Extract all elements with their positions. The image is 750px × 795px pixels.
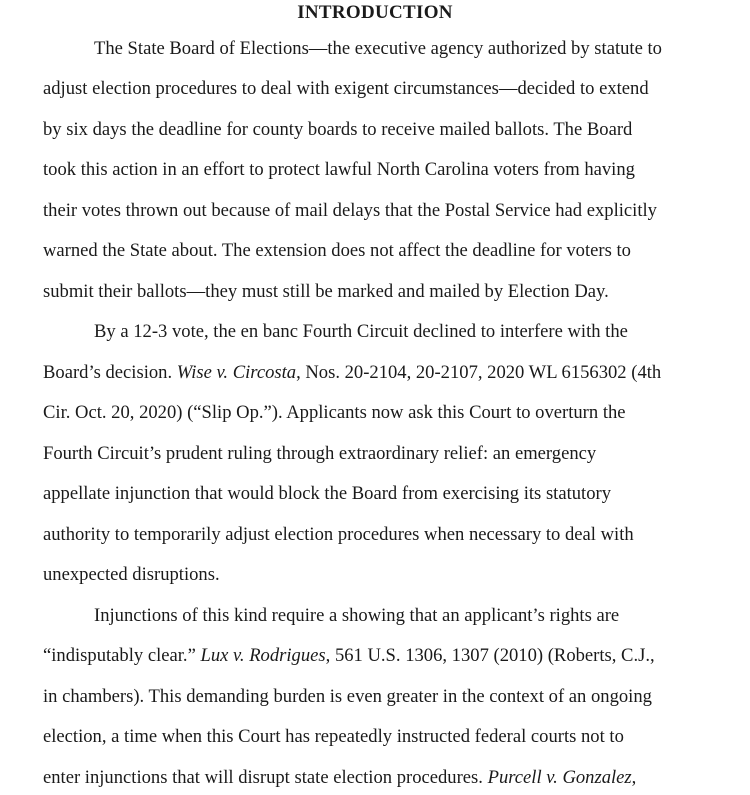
case-citation-purcell: Purcell v. Gonzalez: [487, 767, 632, 788]
paragraph-3-line-2-citation: , 561 U.S. 1306, 1307 (2010) (Roberts, C.J.,: [325, 645, 655, 666]
paragraph-3-line-5-text: enter injunctions that will disrupt state election procedures.: [43, 767, 488, 788]
case-citation-lux: Lux v. Rodrigues: [200, 645, 326, 666]
paragraph-3-line-5: [43, 767, 723, 789]
case-citation-wise: Wise v. Circosta: [176, 362, 297, 383]
paragraph-1-line-4: took this action in an effort to protect lawful North Carolina voters from having: [43, 159, 635, 180]
paragraph-3-line-4: election, a time when this Court has repeatedly instructed federal courts not to: [43, 726, 624, 747]
paragraph-1-line-1: The State Board of Elections—the executive agency authorized by statute to: [94, 38, 662, 59]
paragraph-3-line-2-text: “indisputably clear.”: [43, 645, 201, 666]
section-heading: INTRODUCTION: [297, 2, 453, 23]
paragraph-2-line-6: authority to temporarily adjust election procedures when necessary to deal with: [43, 524, 634, 545]
paragraph-2-line-7: unexpected disruptions.: [43, 564, 220, 585]
paragraph-1-line-7: submit their ballots—they must still be marked and mailed by Election Day.: [43, 281, 609, 302]
paragraph-2-line-2: [43, 362, 723, 384]
paragraph-3-line-2: [43, 645, 723, 667]
paragraph-3-line-1: Injunctions of this kind require a showing that an applicant’s rights are: [94, 605, 620, 626]
paragraph-2-line-1: By a 12-3 vote, the en banc Fourth Circuit declined to interfere with the: [94, 321, 628, 342]
paragraph-2-line-5: appellate injunction that would block the Board from exercising its statutory: [43, 483, 612, 504]
paragraph-2-line-3: Cir. Oct. 20, 2020) (“Slip Op.”). Applicants now ask this Court to overturn the: [43, 402, 626, 423]
paragraph-1-line-6: warned the State about. The extension does not affect the deadline for voters to: [43, 240, 631, 261]
paragraph-2-line-2-text: Board’s decision.: [43, 362, 177, 383]
paragraph-2-line-2-citation: , Nos. 20-2104, 20-2107, 2020 WL 6156302 (4th: [296, 362, 662, 383]
paragraph-3-line-3: in chambers). This demanding burden is even greater in the context of an ongoing: [43, 686, 652, 707]
paragraph-3-line-5-comma: ,: [631, 767, 637, 788]
paragraph-1-line-3: by six days the deadline for county boards to receive mailed ballots. The Board: [43, 119, 633, 140]
paragraph-1-line-5: their votes thrown out because of mail delays that the Postal Service had explicitly: [43, 200, 657, 221]
paragraph-2-line-4: Fourth Circuit’s prudent ruling through extraordinary relief: an emergency: [43, 443, 597, 464]
paragraph-1-line-2: adjust election procedures to deal with exigent circumstances—decided to extend: [43, 78, 649, 99]
